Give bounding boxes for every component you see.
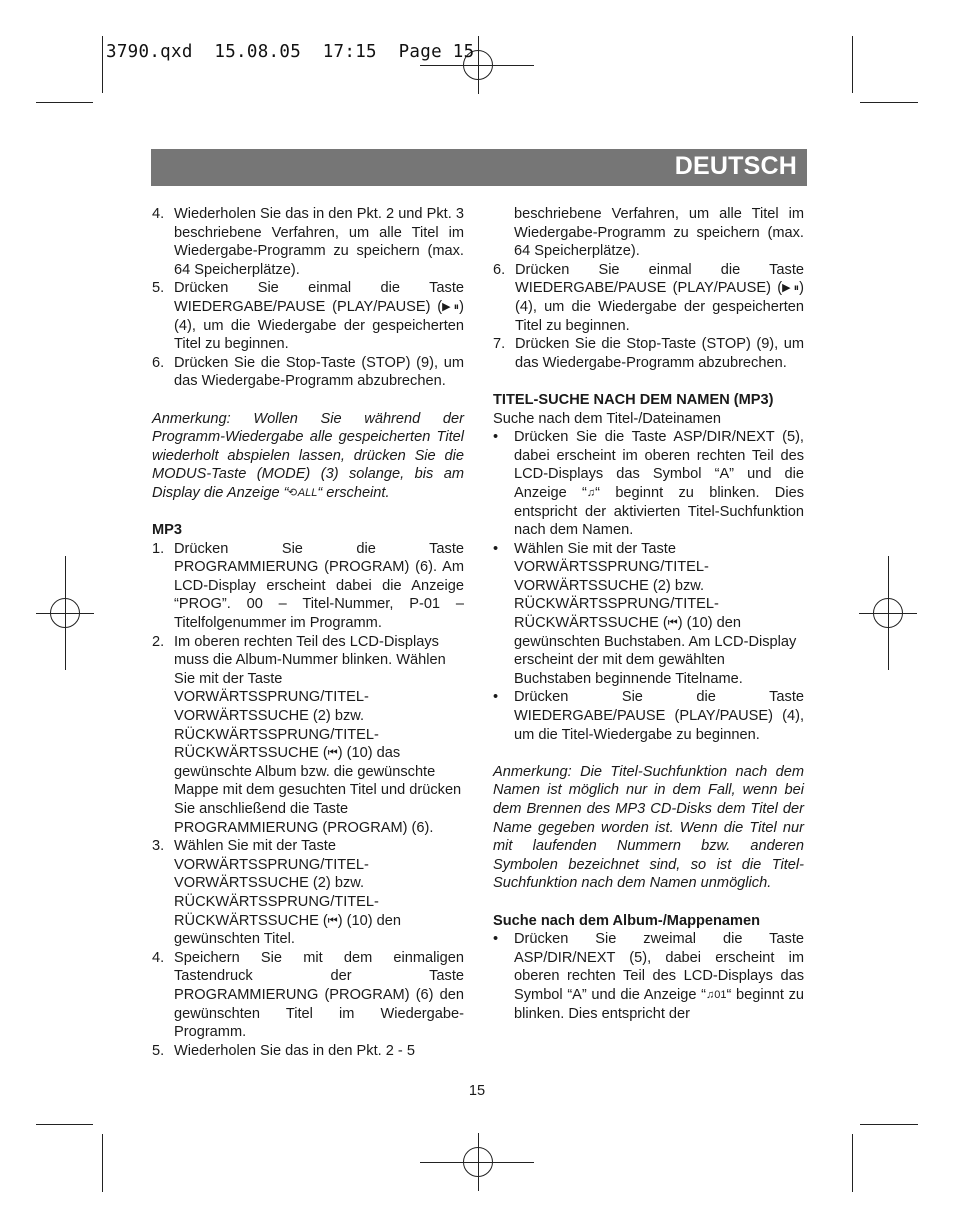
music-note-icon: ♫ xyxy=(586,486,596,499)
section-heading-mp3: MP3 xyxy=(152,522,183,539)
bullet-item: • Drücken Sie zweimal die Taste ASP/DIR/NEXT (5), dabei erscheint im oberen rechten Teil des LCD-Displays das Symbol “A” und die Anzeige “♫01“ beginnt zu blinken. Dies entspricht der xyxy=(493,931,804,1022)
list-item: 6. Drücken Sie einmal die Taste WIEDERGABE/PAUSE (PLAY/PAUSE) (▶ ⏸) (4), um die Wiedergabe der gespeicherten Titel zu beginnen. xyxy=(493,261,804,334)
play-pause-icon: ▶ ⏸ xyxy=(782,282,800,295)
crop-mark xyxy=(36,1124,93,1125)
list-item: 7. Drücken Sie die Stop-Taste (STOP) (9), um das Wiedergabe-Programm abzubrechen. xyxy=(493,336,804,371)
list-item-continuation: beschriebene Verfahren, um alle Titel im Wiedergabe-Programm zu speichern (max. 64 Speicherplätze). xyxy=(514,206,804,260)
list-item: 2. Im oberen rechten Teil des LCD-Displays muss die Album-Nummer blinken. Wählen Sie mit der Taste VORWÄRTSSPRUNG/TITEL-VORWÄRTSSUCHE (2) bzw. RÜCKWÄRTSSPRUNG/TITEL-RÜCKWÄRTSSUCHE (⏮) (10) das gewünschte Album bzw. die gewünschte Mappe mit dem gesuchten Titel und drücken Sie anschließend die Taste PROGRAMMIERUNG (PROGRAM) (6). xyxy=(152,633,462,836)
crop-mark xyxy=(102,1134,103,1192)
crop-mark xyxy=(852,1134,853,1192)
print-slug: 3790.qxd 15.08.05 17:15 Page 15 xyxy=(106,42,475,62)
skip-back-icon: ⏮ xyxy=(327,914,338,927)
list-item: 5. Wiederholen Sie das in den Pkt. 2 - 5 xyxy=(152,1042,415,1059)
crop-mark xyxy=(860,102,918,103)
registration-mark-right xyxy=(859,556,917,670)
registration-mark-bottom xyxy=(420,1133,534,1191)
list-item: 4. Wiederholen Sie das in den Pkt. 2 und Pkt. 3 beschriebene Verfahren, um alle Titel im Wiedergabe-Programm zu speichern (max. 64 Speicherplätze). xyxy=(152,206,464,278)
section-heading-title-search: TITEL-SUCHE NACH DEM NAMEN (MP3) xyxy=(493,391,774,408)
section-subheading: Suche nach dem Titel-/Dateinamen xyxy=(493,410,721,427)
crop-mark xyxy=(852,36,853,93)
bullet-item: • Drücken Sie die Taste ASP/DIR/NEXT (5), dabei erscheint im oberen rechten Teil des LCD-Displays das Symbol “A” und die Anzeige “♫“ beginnt zu blinken. Dies entspricht der aktivierten Titel-Suchfunktion nach dem Namen. xyxy=(493,429,804,539)
section-heading-album-search: Suche nach dem Album-/Mappenamen xyxy=(493,912,761,929)
bullet-item: • Wählen Sie mit der Taste VORWÄRTSSPRUNG/TITEL-VORWÄRTSSUCHE (2) bzw. RÜCKWÄRTSSPRUNG/TITEL-RÜCKWÄRTSSUCHE (⏮) (10) den gewünschten Buchstaben. Am LCD-Display erscheint der mit dem gewählten Buchstaben beginnende Titelname. xyxy=(493,540,797,687)
left-column xyxy=(152,205,464,1060)
crop-mark xyxy=(860,1124,918,1125)
list-item: 6. Drücken Sie die Stop-Taste (STOP) (9), um das Wiedergabe-Programm abzubrechen. xyxy=(152,354,464,390)
page-number: 15 xyxy=(468,1083,486,1099)
registration-mark-left xyxy=(36,556,94,670)
bullet-item: • Drücken Sie die Taste WIEDERGABE/PAUSE (PLAY/PAUSE) (4), um die Titel-Wiedergabe zu beginnen. xyxy=(493,689,804,743)
list-item: 4. Speichern Sie mit dem einmaligen Tastendruck der Taste PROGRAMMIERUNG (PROGRAM) (6) den gewünschten Titel im Wiedergabe-Programm. xyxy=(152,949,464,1041)
crop-mark xyxy=(102,36,103,93)
right-column xyxy=(493,205,804,1023)
language-banner xyxy=(151,149,807,186)
play-pause-icon: ▶ ⏸ xyxy=(442,300,460,313)
skip-back-icon: ⏮ xyxy=(327,747,338,760)
list-item: 1. Drücken Sie die Taste PROGRAMMIERUNG (PROGRAM) (6). Am LCD-Display erscheint dabei die Anzeige “PROG”. 00 – Titel-Nummer, P-01 – Titelfolgenummer im Programm. xyxy=(152,540,464,632)
note-paragraph: Anmerkung: Wollen Sie während der Programm-Wiedergabe alle gespeicherten Titel wiederholt abspielen lassen, drücken Sie die MODUS-Taste (MODE) (3) solange, bis am Display die Anzeige “⟲ALL“ erscheint. xyxy=(152,410,464,501)
skip-back-icon: ⏮ xyxy=(667,617,678,630)
music-note-icon: ♫01 xyxy=(706,988,727,1001)
repeat-all-icon: ⟲ALL xyxy=(288,486,318,499)
note-paragraph: Anmerkung: Die Titel-Suchfunktion nach dem Namen ist möglich nur in dem Fall, wenn bei dem Brennen des MP3 CD-Disks dem Titel der Name gegeben worden ist. Wenn die Titel nur mit laufenden Nummern bzw. anderen Symbolen bezeichnet sind, so ist die Titel-Suchfunktion nach dem Namen unmöglich. xyxy=(493,763,804,892)
list-item: 5. Drücken Sie einmal die Taste WIEDERGABE/PAUSE (PLAY/PAUSE) (▶ ⏸) (4), um die Wiedergabe der gespeicherten Titel zu beginnen. xyxy=(152,280,464,353)
list-item: 3. Wählen Sie mit der Taste VORWÄRTSSPRUNG/TITEL-VORWÄRTSSUCHE (2) bzw. RÜCKWÄRTSSPRUNG/TITEL-RÜCKWÄRTSSUCHE (⏮) (10) den gewünschten Titel. xyxy=(152,838,401,948)
crop-mark xyxy=(36,102,93,103)
banner-title: DEUTSCH xyxy=(674,152,797,180)
